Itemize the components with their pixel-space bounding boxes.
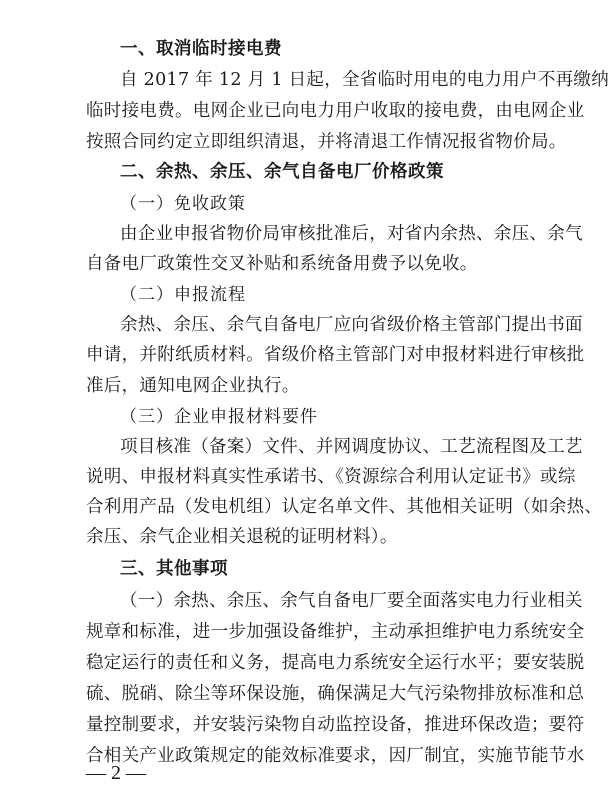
paragraph-line: 由企业申报省物价局审核批准后，对省内余热、余压、余气 [120,224,583,244]
section-heading-2: 二、余热、余压、余气自备电厂价格政策 [120,162,444,182]
section-heading-3: 三、其他事项 [120,559,228,579]
paragraph-line: 量控制要求，并安装污染物自动监控设备，推进环保改造；要符 [86,715,585,735]
paragraph-line: （一）余热、余压、余气自备电厂要全面落实电力行业相关 [120,591,583,611]
subsection-title-1: （一）免收政策 [120,194,246,214]
section-heading-1: 一、取消临时接电费 [120,39,282,59]
paragraph-line: 自备电厂政策性交叉补贴和系统备用费予以免收。 [86,254,478,274]
subsection-title-3: （三）企业申报材料要件 [120,407,318,427]
paragraph-line: 合相关产业政策规定的能效标准要求，因厂制宜，实施节能节水 [86,746,585,766]
page-number: — 2 — [86,762,146,784]
paragraph-line: 准后，通知电网企业执行。 [86,376,300,396]
paragraph-line: 说明、申报材料真实性承诺书、《资源综合利用认定证书》或综 [86,467,576,487]
paragraph-line: 自 2017 年 12 月 1 日起，全省临时用电的电力用户不再缴纳 [120,70,610,90]
subsection-title-2: （二）申报流程 [120,285,246,305]
paragraph-line: 按照合同约定立即组织清退，并将清退工作情况报省物价局。 [86,132,567,152]
paragraph-line: 硫、脱硝、除尘等环保设施，确保满足大气污染物排放标准和总 [86,684,585,704]
paragraph-line: 余压、余气企业相关退税的证明材料）。 [86,527,398,547]
paragraph-line: 稳定运行的责任和义务，提高电力系统安全运行水平；要安装脱 [86,653,585,673]
paragraph-line: 临时接电费。电网企业已向电力用户收取的接电费，由电网企业 [86,101,585,121]
paragraph-line: 合利用产品（发电机组）认定名单文件、其他相关证明（如余热、 [86,497,603,517]
paragraph-line: 余热、余压、余气自备电厂应向省级价格主管部门提出书面 [120,315,583,335]
paragraph-line: 项目核准（备案）文件、并网调度协议、工艺流程图及工艺 [120,437,583,457]
paragraph-line: 规章和标准，进一步加强设备维护，主动承担维护电力系统安全 [86,622,585,642]
paragraph-line: 申请，并附纸质材料。省级价格主管部门对申报材料进行审核批 [86,345,585,365]
